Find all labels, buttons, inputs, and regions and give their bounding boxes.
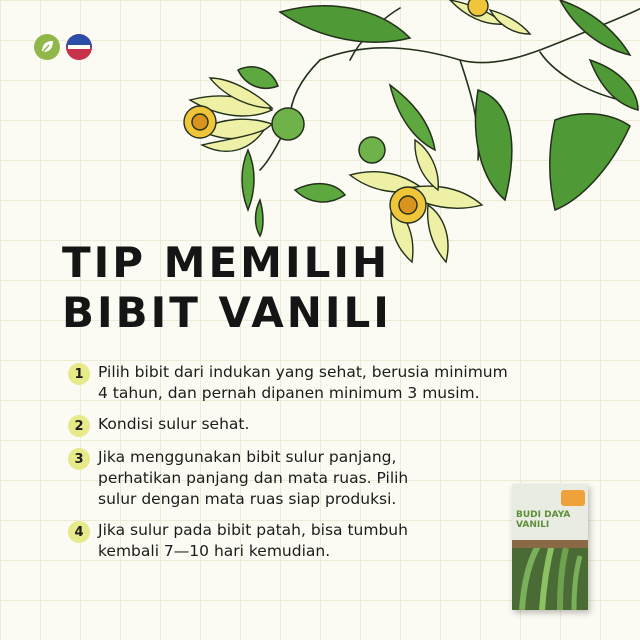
- list-item: [68, 447, 568, 510]
- book-badge: [561, 490, 585, 506]
- tips-list: [68, 362, 571, 572]
- number-badge: 4: [68, 521, 90, 543]
- list-item: [68, 362, 568, 404]
- tip-line: Jika menggunakan bibit sulur panjang,: [98, 448, 397, 466]
- title-line-1: TIP MEMILIH: [62, 238, 391, 287]
- tip-line: Jika sulur pada bibit patah, bisa tumbuh: [98, 521, 408, 539]
- publisher-badge-icon: [66, 34, 92, 60]
- vanilla-plant-illustration: [160, 0, 640, 270]
- number-badge: 2: [68, 415, 90, 437]
- list-item: [68, 414, 568, 437]
- tip-line: 4 tahun, dan pernah dipanen minimum 3 musim.: [98, 384, 480, 402]
- tip-text: [98, 447, 408, 510]
- book-title: [516, 510, 570, 530]
- list-item: [68, 520, 568, 562]
- brand-logos: [34, 34, 92, 60]
- book-title-line-2: VANILI: [516, 520, 550, 530]
- title-line-2: BIBIT VANILI: [62, 288, 392, 337]
- book-cover-image: [512, 484, 588, 610]
- tip-text: [98, 520, 408, 562]
- book-photo: [512, 540, 588, 610]
- tip-line: perhatikan panjang dan mata ruas. Pilih: [98, 469, 409, 487]
- number-badge: 1: [68, 363, 90, 385]
- tip-line: Kondisi sulur sehat.: [98, 415, 250, 433]
- page-title: [62, 238, 392, 338]
- tip-text: [98, 362, 508, 404]
- leaf-logo-icon: [34, 34, 60, 60]
- tip-line: Pilih bibit dari indukan yang sehat, berusia minimum: [98, 363, 508, 381]
- book-title-line-1: BUDI DAYA: [516, 510, 571, 520]
- number-badge: 3: [68, 448, 90, 470]
- tip-line: sulur dengan mata ruas siap produksi.: [98, 490, 397, 508]
- tip-line: kembali 7—10 hari kemudian.: [98, 542, 331, 560]
- tip-text: [98, 414, 249, 435]
